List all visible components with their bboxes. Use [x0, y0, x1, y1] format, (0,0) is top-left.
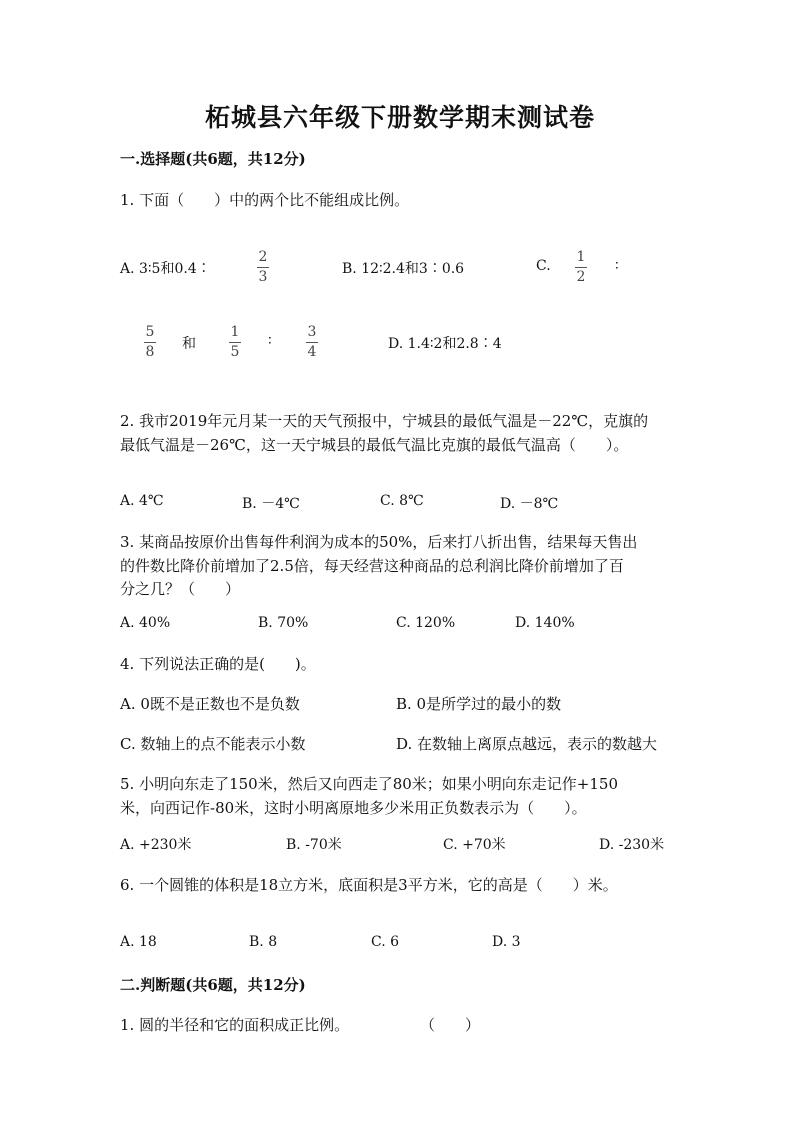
q1-option-d: D. 1.4∶2和2.8∶4 — [388, 336, 502, 352]
section-heading-choice: 一.选择题(共6题，共12分) — [120, 150, 306, 168]
question-2-line-2: 最低气温是－26℃，这一天宁城县的最低气温比克旗的最低气温高（ ）。 — [120, 436, 629, 454]
question-3-line-3: 分之几？（ ） — [120, 580, 241, 598]
q1-option-c-fraction-3 — [229, 325, 241, 360]
question-5-line-1: 5. 小明向东走了150米，然后又向西走了80米；如果小明向东走记作+150 — [120, 775, 618, 793]
fraction-denominator: 4 — [307, 344, 317, 360]
q2-option-d: D. －8℃ — [500, 496, 559, 512]
q5-option-c: C. +70米 — [443, 837, 506, 853]
q5-option-b: B. -70米 — [286, 837, 342, 853]
q6-option-a: A. 18 — [120, 934, 157, 950]
q1-option-c-fraction-2 — [144, 325, 156, 360]
q6-option-b: B. 8 — [249, 934, 278, 950]
fraction-numerator: 1 — [230, 324, 240, 340]
question-3-line-2: 的件数比降价前增加了2.5倍，每天经营这种商品的总利润比降价前增加了百 — [120, 557, 624, 575]
q1-option-c-fraction-1 — [575, 250, 587, 285]
q1-option-b: B. 12∶2.4和3∶0.6 — [342, 261, 465, 277]
q1-option-c-fraction-4 — [306, 325, 318, 360]
question-1-stem: 1. 下面（ ）中的两个比不能组成比例。 — [120, 191, 410, 209]
ratio-colon: ∶ — [268, 333, 272, 349]
q2-option-a: A. 4℃ — [120, 493, 164, 509]
judgement-1-answer-blank: （ ） — [420, 1016, 481, 1034]
q1-option-a: A. 3∶5和0.4∶ — [120, 261, 211, 277]
q4-option-b: B. 0是所学过的最小的数 — [396, 695, 562, 713]
section-heading-judgement: 二.判断题(共6题，共12分) — [120, 976, 306, 994]
fraction-denominator: 3 — [258, 269, 268, 285]
fraction-denominator: 8 — [145, 344, 155, 360]
judgement-1-stem: 1. 圆的半径和它的面积成正比例。 — [120, 1016, 350, 1034]
q3-option-a: A. 40% — [120, 615, 171, 631]
fraction-numerator: 2 — [258, 249, 268, 265]
q2-option-c: C. 8℃ — [380, 493, 424, 509]
q3-option-c: C. 120% — [396, 615, 456, 631]
question-6-stem: 6. 一个圆锥的体积是18立方米，底面积是3平方米，它的高是（ ）米。 — [120, 876, 618, 894]
q4-option-a: A. 0既不是正数也不是负数 — [120, 695, 300, 713]
question-3-line-1: 3. 某商品按原价出售每件利润为成本的50%，后来打八折出售，结果每天售出 — [120, 533, 638, 551]
ratio-colon: ∶ — [615, 258, 619, 274]
q3-option-b: B. 70% — [258, 615, 309, 631]
q2-option-b: B. －4℃ — [242, 496, 300, 512]
q3-option-d: D. 140% — [515, 615, 575, 631]
q4-option-c: C. 数轴上的点不能表示小数 — [120, 735, 306, 753]
fraction-numerator: 1 — [576, 249, 586, 265]
question-5-line-2: 米，向西记作-80米，这时小明离原地多少米用正负数表示为（ ）。 — [120, 799, 587, 817]
q1-option-c-label: C. — [536, 258, 551, 274]
question-4-stem: 4. 下列说法正确的是( )。 — [120, 655, 316, 673]
fraction-numerator: 3 — [307, 324, 317, 340]
q5-option-d: D. -230米 — [599, 837, 665, 853]
fraction-numerator: 5 — [145, 324, 155, 340]
fraction-denominator: 5 — [230, 344, 240, 360]
q4-option-d: D. 在数轴上离原点越远，表示的数越大 — [396, 735, 658, 753]
page-title: 柘城县六年级下册数学期末测试卷 — [204, 103, 595, 132]
q6-option-d: D. 3 — [492, 934, 521, 950]
q5-option-a: A. +230米 — [120, 837, 192, 853]
q6-option-c: C. 6 — [371, 934, 400, 950]
fraction-denominator: 2 — [576, 269, 586, 285]
q1-and-text: 和 — [182, 336, 196, 352]
q1-option-a-fraction — [257, 250, 269, 285]
question-2-line-1: 2. 我市2019年元月某一天的天气预报中，宁城县的最低气温是－22℃，克旗的 — [120, 412, 649, 430]
